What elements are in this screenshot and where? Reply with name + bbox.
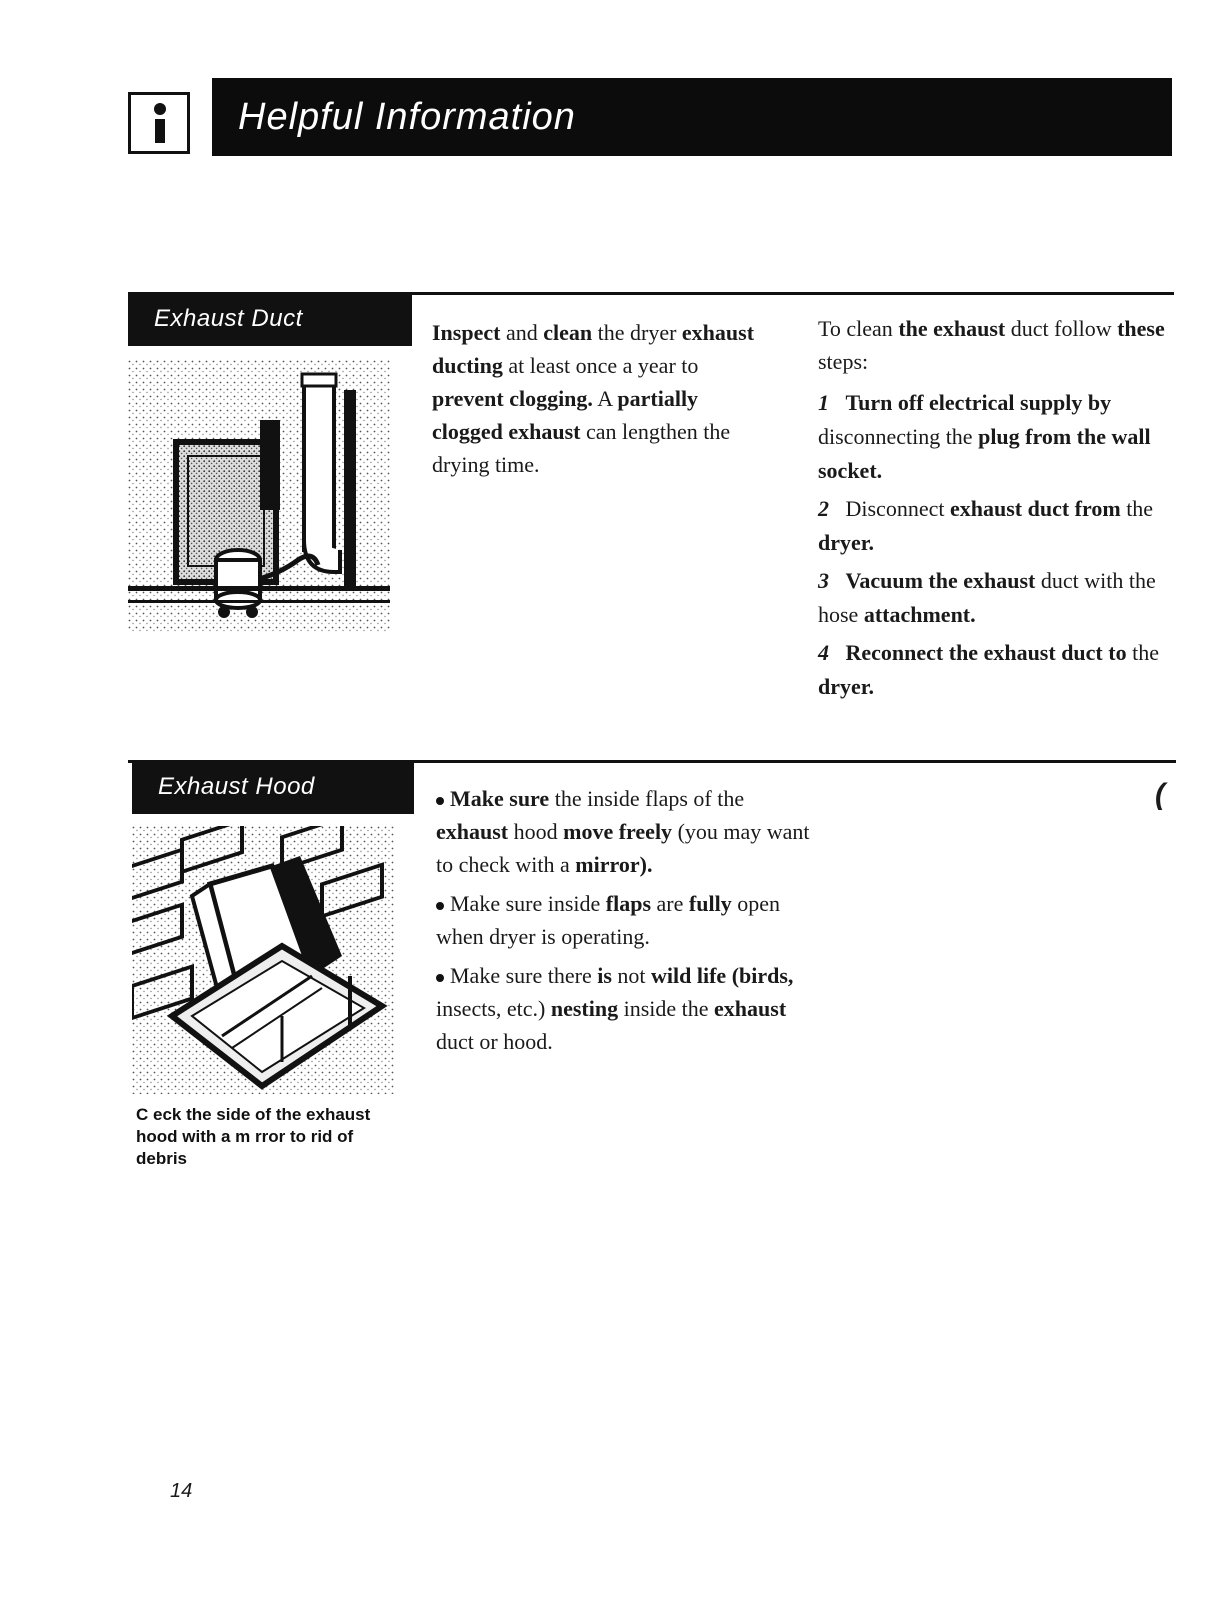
hood-bullet-list <box>436 782 816 1064</box>
step-text: Disconnect exhaust duct from the dryer. <box>818 496 1154 555</box>
info-icon <box>128 92 190 154</box>
bullet-text: Make sure there is not wild life (birds, insects, etc.) nesting inside the exhaust duct or hood. <box>436 963 794 1054</box>
hood-illustration-caption: C eck the side of the exhaust hood with a m rror to rid of debris <box>136 1105 371 1168</box>
list-item <box>436 887 816 953</box>
step-item <box>818 492 1174 560</box>
section-tab-exhaust-hood: Exhaust Hood <box>132 760 414 814</box>
step-text: Vacuum the exhaust duct with the hose attachment. <box>818 568 1156 627</box>
list-item <box>436 782 816 881</box>
stray-mark: ( <box>1155 778 1165 811</box>
step-number: 3 <box>818 568 829 593</box>
exhaust-duct-illustration <box>128 360 390 632</box>
step-number: 1 <box>818 390 829 415</box>
page-number: 14 <box>170 1480 193 1502</box>
duct-inspection-paragraph: Inspect and clean the dryer exhaust ducting at least once a year to prevent clogging. A partially clogged exhaust can lengthen the drying time. <box>432 320 755 477</box>
step-number: 2 <box>818 496 829 521</box>
step-item <box>818 386 1174 488</box>
exhaust-hood-illustration <box>132 826 394 1094</box>
step-item <box>818 636 1174 704</box>
section-tab-exhaust-duct: Exhaust Duct <box>128 292 412 346</box>
cleaning-steps <box>818 312 1174 708</box>
step-item <box>818 564 1174 632</box>
step-text: Reconnect the exhaust duct to the dryer. <box>818 640 1159 699</box>
steps-list <box>818 386 1174 704</box>
steps-intro: To clean the exhaust duct follow these steps: <box>818 316 1165 374</box>
bullet-text: Make sure inside flaps are fully open when dryer is operating. <box>436 891 780 949</box>
step-text: Turn off electrical supply by disconnecting the plug from the wall socket. <box>818 390 1151 483</box>
bullet-text: Make sure the inside flaps of the exhaust hood move freely (you may want to check with a mirror). <box>436 786 810 877</box>
step-number: 4 <box>818 640 829 665</box>
list-item <box>436 959 816 1058</box>
page-title: Helpful Information <box>212 78 1172 156</box>
